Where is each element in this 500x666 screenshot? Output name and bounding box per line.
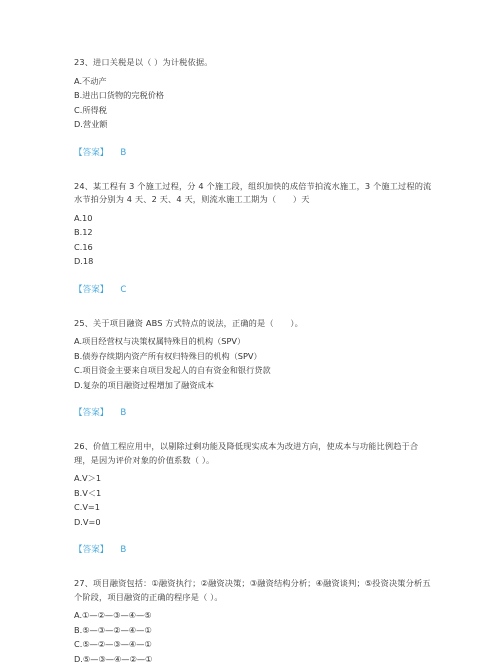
option-d: D.复杂的项目融资过程增加了融资成本 [74,378,434,393]
option-d: D.V=0 [74,515,434,530]
answer-line [74,406,434,420]
option-d: D.18 [74,254,434,269]
option-b: B.⑤—③—②—④—① [74,623,434,638]
question-text: 23、进口关税是以（ ）为计税依据。 [74,56,434,70]
answer-line [74,283,434,297]
option-a: A.项目经营权与决策权属特殊目的机构（SPV） [74,334,434,349]
question-24 [74,180,434,297]
answer-label: 【答案】 [74,148,108,158]
option-a: A.①—②—③—④—⑤ [74,608,434,623]
option-c: C.项目资金主要来自项目发起人的自有资金和银行贷款 [74,363,434,378]
option-b: B.V＜1 [74,486,434,501]
option-c: C.⑤—②—③—④—① [74,637,434,652]
option-c: C.所得税 [74,103,434,118]
option-d: D.⑤—③—④—②—① [74,652,434,666]
answer-value: B [120,408,126,418]
option-b: B.债券存续期内资产所有权归特殊目的机构（SPV） [74,349,434,364]
question-text: 27、项目融资包括：①融资执行；②融资决策；③融资结构分析；④融资谈判；⑤投资决策分析五个阶段，项目融资的正确的程序是（ ）。 [74,577,434,604]
question-text: 25、关于项目融资 ABS 方式特点的说法，正确的是（ ）。 [74,317,434,331]
answer-value: B [120,545,126,555]
answer-value: C [120,285,126,295]
option-d: D.营业额 [74,117,434,132]
question-26 [74,440,434,557]
answer-line [74,543,434,557]
question-23 [74,56,434,160]
question-text: 26、价值工程应用中，以剔除过剩功能及降低现实成本为改进方向，使成本与功能比例趋于合理，是因为评价对象的价值系数（ ）。 [74,440,434,467]
option-a: A.V＞1 [74,471,434,486]
option-b: B.进出口货物的完税价格 [74,88,434,103]
option-c: C.16 [74,240,434,255]
answer-line [74,146,434,160]
option-a: A.不动产 [74,74,434,89]
option-b: B.12 [74,225,434,240]
answer-value: B [120,148,126,158]
answer-label: 【答案】 [74,285,108,295]
question-text: 24、某工程有 3 个施工过程，分 4 个施工段，组织加快的成倍节拍流水施工，3 个施工过程的流水节拍分别为 4 天、2 天、4 天，则流水施工工期为（ ）天 [74,180,434,207]
option-c: C.V=1 [74,500,434,515]
exam-page [74,56,434,666]
question-27 [74,577,434,666]
option-a: A.10 [74,211,434,226]
question-25 [74,317,434,421]
answer-label: 【答案】 [74,545,108,555]
answer-label: 【答案】 [74,408,108,418]
